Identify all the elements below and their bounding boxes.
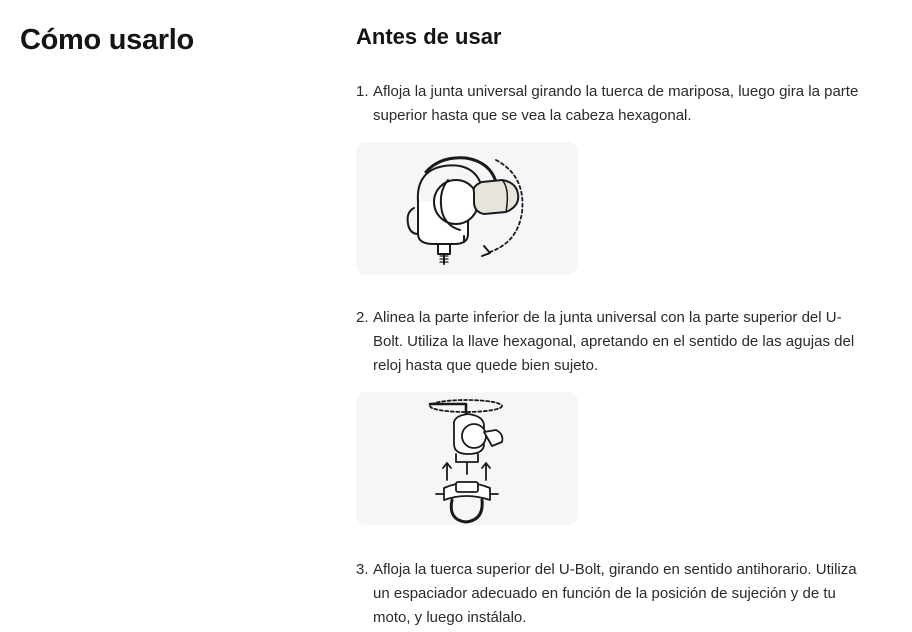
step-2-number: 2. [356, 309, 369, 326]
step-1-illustration [356, 142, 578, 275]
section-title: Antes de usar [356, 24, 502, 49]
step-3-number: 3. [356, 561, 369, 578]
step-2-illustration [356, 392, 578, 525]
step-3-text: Afloja la tuerca superior del U-Bolt, girando en sentido antihorario. Utiliza un espaciador adecuado en función de la posición de sujeción y de tu moto, y luego instálalo. [373, 561, 857, 626]
step-1-number: 1. [356, 83, 369, 100]
step-3 [356, 558, 866, 630]
step-1 [356, 80, 866, 128]
ubolt-alignment-drawing [356, 392, 578, 525]
step-2 [356, 306, 866, 378]
step-1-text: Afloja la junta universal girando la tuerca de mariposa, luego gira la parte superior hasta que se vea la cabeza hexagonal. [373, 83, 859, 124]
step-2-text: Alinea la parte inferior de la junta universal con la parte superior del U-Bolt. Utiliza la llave hexagonal, apretando en el sentido de las agujas del reloj hasta que quede bien sujeto. [373, 309, 855, 374]
page-title: Cómo usarlo [20, 24, 194, 56]
universal-joint-wingnut-drawing [356, 142, 578, 275]
